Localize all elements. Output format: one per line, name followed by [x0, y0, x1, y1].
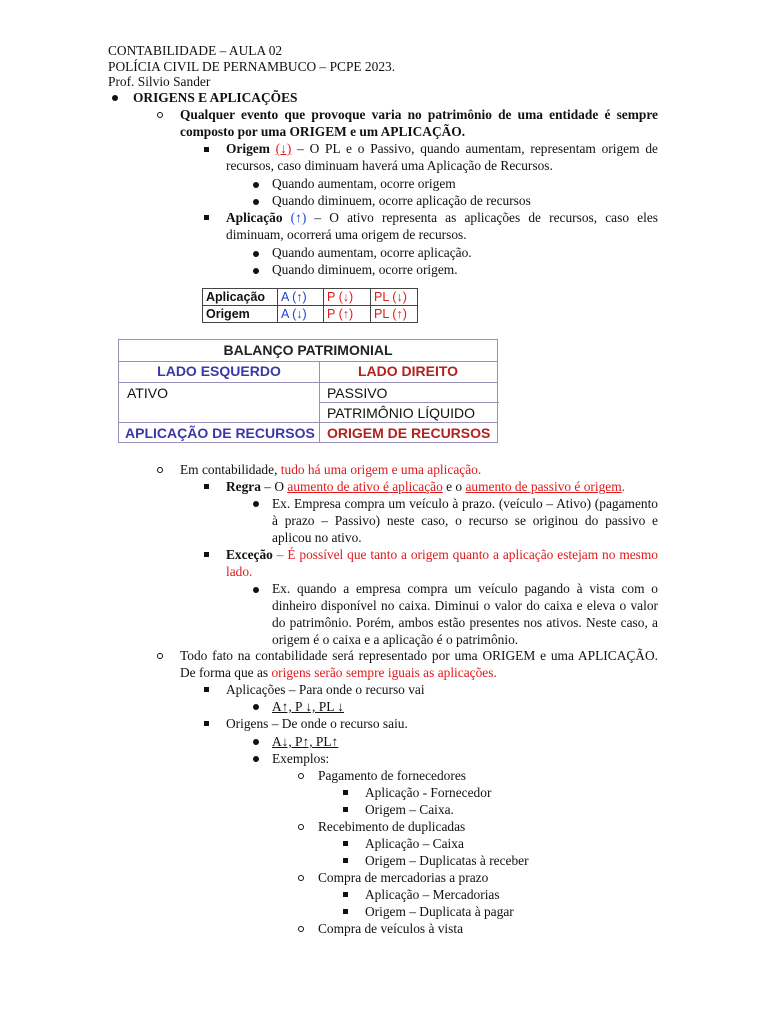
todo-fato-text: Todo fato na contabilidade será representado por uma ORIGEM e uma APLICAÇÃO. De forma que as	[180, 648, 658, 680]
bullet-square	[343, 858, 348, 863]
bullet-circle	[157, 653, 163, 659]
divider	[119, 382, 497, 383]
excecao-example: Ex. quando a empresa compra um veículo pagando à vista com o dinheiro disponível no caixa. Diminui o valor do caixa e eleva o valor do patrimônio. Porém, ambos estão presentes nos ativos. Neste caso, a origem é o caixa e a aplicação é o patrimônio.	[272, 581, 658, 647]
table-row	[203, 306, 418, 323]
bullet-circle	[298, 824, 304, 830]
example-title: Pagamento de fornecedores	[318, 768, 466, 783]
divider	[119, 361, 497, 362]
bullet-circle	[157, 467, 163, 473]
regra-end: .	[621, 479, 626, 494]
example-title: Compra de mercadorias a prazo	[318, 870, 489, 885]
table-cell-passivo: P (↓)	[324, 289, 371, 306]
excecao-paragraph	[226, 546, 658, 580]
bullet-dot	[253, 756, 259, 762]
passivo-label: PASSIVO	[327, 385, 388, 401]
regra-dash: – O	[260, 479, 288, 494]
origem-label: Origem	[226, 141, 270, 156]
pl-label: PATRIMÔNIO LÍQUIDO	[327, 405, 476, 421]
contab-prefix: Em contabilidade,	[180, 462, 281, 477]
bullet-dot	[253, 704, 259, 710]
regra-u2: aumento de passivo é origem	[465, 479, 622, 494]
header-line-2: POLÍCIA CIVIL DE PERNAMBUCO – PCPE 2023.	[108, 59, 396, 74]
table-cell-ativo: A (↑)	[278, 289, 324, 306]
bullet-dot	[253, 501, 259, 507]
header-line-1: CONTABILIDADE – AULA 02	[108, 43, 283, 58]
origem-bullet-1: Quando aumentam, ocorre origem	[272, 176, 456, 191]
todo-fato-paragraph	[180, 647, 658, 681]
bullet-circle	[157, 112, 163, 118]
regra-label: Regra	[226, 479, 261, 494]
bullet-circle	[298, 773, 304, 779]
ativo-label: ATIVO	[127, 385, 168, 401]
aplicacoes-arrows: A↑, P ↓, PL ↓	[272, 699, 344, 714]
bullet-square	[204, 687, 209, 692]
regra-mid: e o	[442, 479, 466, 494]
origem-bullet-2: Quando diminuem, ocorre aplicação de recursos	[272, 193, 531, 208]
example-item: Origem – Duplicatas à receber	[365, 853, 529, 868]
table-cell-passivo: P (↑)	[324, 306, 371, 323]
bullet-square	[204, 552, 209, 557]
aplicacao-bullet-1: Quando aumentam, ocorre aplicação.	[272, 245, 472, 260]
bullet-dot	[253, 182, 259, 188]
balanco-patrimonial	[118, 339, 498, 443]
contab-red: tudo há uma origem e uma aplicação	[280, 462, 478, 477]
bullet-dot	[253, 199, 259, 205]
regra-example: Ex. Empresa compra um veículo à prazo. (veículo – Ativo) (pagamento à prazo – Passivo) neste caso, o recurso se originou do passivo e aplicou no ativo.	[272, 496, 658, 545]
bullet-dot	[253, 268, 259, 274]
bullet-square	[204, 484, 209, 489]
table-cell-label: Aplicação	[203, 289, 278, 306]
balanco-title: BALANÇO PATRIMONIAL	[223, 342, 393, 358]
header-line-3: Prof. Silvio Sander	[108, 74, 211, 89]
intro-text: Qualquer evento que provoque varia no patrimônio de uma entidade é sempre composto por uma ORIGEM e um APLICAÇÃO.	[180, 107, 658, 139]
section-title: ORIGENS E APLICAÇÕES	[133, 90, 298, 105]
bullet-square	[204, 215, 209, 220]
bullet-dot	[253, 587, 259, 593]
example-item: Aplicação - Fornecedor	[365, 785, 492, 800]
bullet-square	[343, 909, 348, 914]
origens-arrows: A↓, P↑, PL↑	[272, 734, 339, 749]
origem-aplicacao-table	[202, 288, 418, 323]
lado-esquerdo-label: LADO ESQUERDO	[157, 363, 281, 379]
example-item: Aplicação – Mercadorias	[365, 887, 500, 902]
table-row	[203, 289, 418, 306]
aplicacao-arrow: (↑)	[290, 210, 307, 225]
origem-text: – O PL e o Passivo, quando aumentam, representam origem de recursos, caso diminuam haverá uma Aplicação de Recursos.	[226, 141, 658, 173]
bullet-circle	[298, 875, 304, 881]
aplicacao-text: – O ativo representa as aplicações de recursos, caso eles diminuam, ocorrerá uma origem de recursos.	[226, 210, 658, 242]
divider	[119, 422, 497, 423]
todo-fato-red: origens serão sempre iguais as aplicações	[271, 665, 494, 680]
excecao-label: Exceção	[226, 547, 273, 562]
regra-line	[226, 478, 625, 495]
bullet-dot	[112, 95, 118, 101]
contab-suffix: .	[477, 462, 482, 477]
aplicacao-label: Aplicação	[226, 210, 283, 225]
todo-fato-end: .	[493, 665, 497, 680]
bullet-square	[343, 892, 348, 897]
contabilidade-line	[180, 461, 481, 478]
table-cell-label: Origem	[203, 306, 278, 323]
bullet-dot	[253, 739, 259, 745]
table-cell-ativo: A (↓)	[278, 306, 324, 323]
origem-paragraph	[226, 140, 658, 174]
table-cell-pl: PL (↓)	[371, 289, 418, 306]
origem-arrow: (↓)	[275, 141, 292, 156]
example-item: Origem – Duplicata à pagar	[365, 904, 514, 919]
bullet-square	[204, 721, 209, 726]
bullet-dot	[253, 251, 259, 257]
example-item: Aplicação – Caixa	[365, 836, 464, 851]
example-title: Compra de veículos à vista	[318, 921, 464, 936]
example-item: Origem – Caixa.	[365, 802, 454, 817]
excecao-dash: –	[272, 547, 288, 562]
origens-line: Origens – De onde o recurso saiu.	[226, 716, 408, 731]
origem-recursos-label: ORIGEM DE RECURSOS	[327, 425, 491, 441]
bullet-circle	[298, 926, 304, 932]
aplicacao-recursos-label: APLICAÇÃO DE RECURSOS	[125, 425, 315, 441]
regra-u1: aumento de ativo é aplicação	[287, 479, 443, 494]
lado-direito-label: LADO DIREITO	[357, 363, 459, 379]
aplicacao-bullet-2: Quando diminuem, ocorre origem.	[272, 262, 458, 277]
table-cell-pl: PL (↑)	[371, 306, 418, 323]
aplicacao-paragraph	[226, 209, 658, 243]
excecao-red: É possível que tanto a origem quanto a aplicação estejam no mesmo lado.	[226, 547, 658, 579]
bullet-square	[204, 147, 209, 152]
example-title: Recebimento de duplicadas	[318, 819, 466, 834]
bullet-square	[343, 807, 348, 812]
exemplos-label: Exemplos:	[272, 751, 330, 766]
bullet-square	[343, 841, 348, 846]
divider	[319, 402, 499, 403]
aplicacoes-line: Aplicações – Para onde o recurso vai	[226, 682, 425, 697]
bullet-square	[343, 790, 348, 795]
divider	[319, 361, 320, 443]
